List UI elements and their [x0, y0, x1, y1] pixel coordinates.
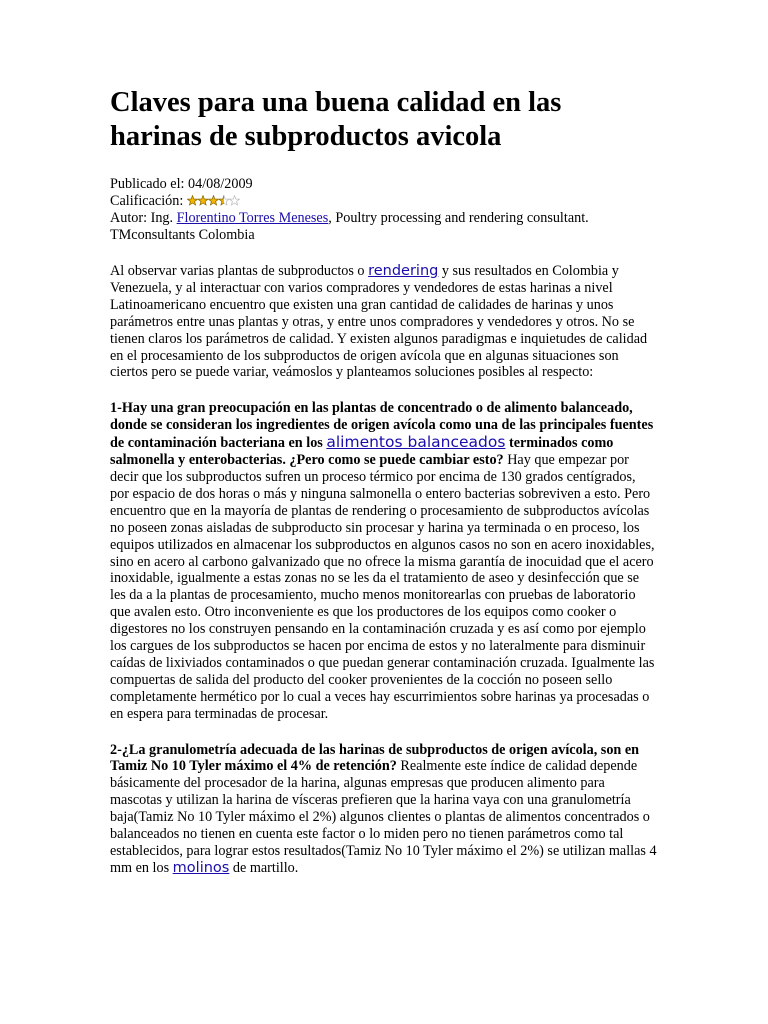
published-date: Publicado el: 04/08/2009 [110, 176, 253, 192]
rating-stars [187, 195, 241, 206]
author-org: TMconsultants Colombia [110, 227, 255, 243]
point-2-text: Realmente este índice de calidad depende básicamente del procesador de la harina, algunas empresas que producen alimento para mascotas y utilizan la harina de vísceras prefieren que la harina vaya con una granulometría baja(Tamiz No 10 Tyler máximo el 2%) algunos clientes o plantas de alimentos concentrados o balanceados no tienen en cuenta este factor o lo miden pero no tienen parámetros como tal establecidos, para lograr estos resultados(Tamiz No 10 Tyler máximo el 2%) se utilizan mallas 4 mm en los [110, 758, 657, 876]
point-2-text-end: de martillo. [229, 859, 299, 876]
point-2-paragraph [110, 742, 658, 877]
intro-paragraph [110, 263, 658, 381]
author-link[interactable]: Florentino Torres Meneses [176, 210, 329, 226]
rating-star-filled-icon [208, 196, 218, 205]
point-2-heading: 2-¿La granulometría adecuada de las harinas de subproductos de origen avícola, son en Tamiz No 10 Tyler máximo el 4% de retención? [110, 741, 640, 775]
intro-text-b: y sus resultados en Colombia y Venezuela, y al interactuar con varios compradores y vendedores de estas harinas a nivel Latinoamericano encuentro que existen una gran cantidad de calidades de harinas y unos parámetros entre unas plantas y otras, y entre unos compradores y vendedores y otros. No se tienen claros los parámetros de calidad. Y existen algunos paradigmas e inquietudes de calidad en el procesamiento de los subproductos de origen avícola que en algunas situaciones son ciertos pero se puede variar, veámoslos y planteamos soluciones posibles al respecto: [110, 263, 648, 381]
rating-star-filled-icon [187, 196, 197, 205]
alimentos-balanceados-link[interactable]: alimentos balanceados [326, 433, 506, 452]
point-1-heading-a: 1-Hay una gran preocupación en las plantas de concentrado o de alimento balanceado, donde se consideran los ingredientes de origen avícola como una de las principales fuentes de contaminación bacteriana en los [110, 400, 654, 452]
article-title: Claves para una buena calidad en las harinas de subproductos avicola [110, 87, 562, 152]
author-suffix: , Poultry processing and rendering consultant. [328, 210, 589, 226]
intro-text-a: Al observar varias plantas de subproductos o [110, 263, 369, 279]
rating-star-empty-icon [229, 196, 239, 205]
rating-star-filled-icon [198, 196, 208, 205]
rating-row [110, 193, 658, 210]
rendering-link[interactable]: rendering [368, 263, 439, 279]
rating-label: Calificación: [110, 193, 184, 209]
molinos-link[interactable]: molinos [172, 859, 230, 876]
article-meta [110, 176, 658, 244]
author-prefix: Autor: Ing. [110, 210, 177, 226]
author-line [110, 210, 658, 227]
point-1-paragraph [110, 400, 658, 722]
point-1-heading-b: terminados como salmonella y enterobacterias. ¿Pero como se puede cambiar esto? [110, 435, 614, 469]
point-1-text: Hay que empezar por decir que los subproductos sufren un proceso térmico por encima de 130 grados centígrados, por espacio de dos horas o más y ninguna salmonella o entero bacterias sobreviven a esto. Pero encuentro que en la mayoría de plantas de rendering o procesamiento de subproductos avícolas no poseen zonas aisladas de subproducto sin procesar y harina ya terminada o en proceso, los equipos utilizados en almacenar los subproductos en algunos casos no son en acero inoxidables, sino en acero al carbono galvanizado que no ofrece la misma garantía de inocuidad que el acero inoxidable, igualmente a estas zonas no se les da el tratamiento de aseo y desinfección que se les da a la plantas de procesamiento, mucho menos monitorearlas con pruebas de laboratorio que avalen esto. Otro inconveniente es que los productores de los equipos como cooker o digestores no los construyen pensando en la contaminación cruzada y es así como por ejemplo los cargues de los subproductos se hacen por encima de estos y no lateralmente para disminuir caídas de lixiviados contaminados o que puedan generar contaminación cruzada. Igualmente las compuertas de salida del producto del cooker provenientes de la cocción no poseen sello completamente hermético por lo cual a veces hay escurrimientos sobre harinas ya procesadas o en espera para terminadas de procesar. [110, 452, 655, 722]
